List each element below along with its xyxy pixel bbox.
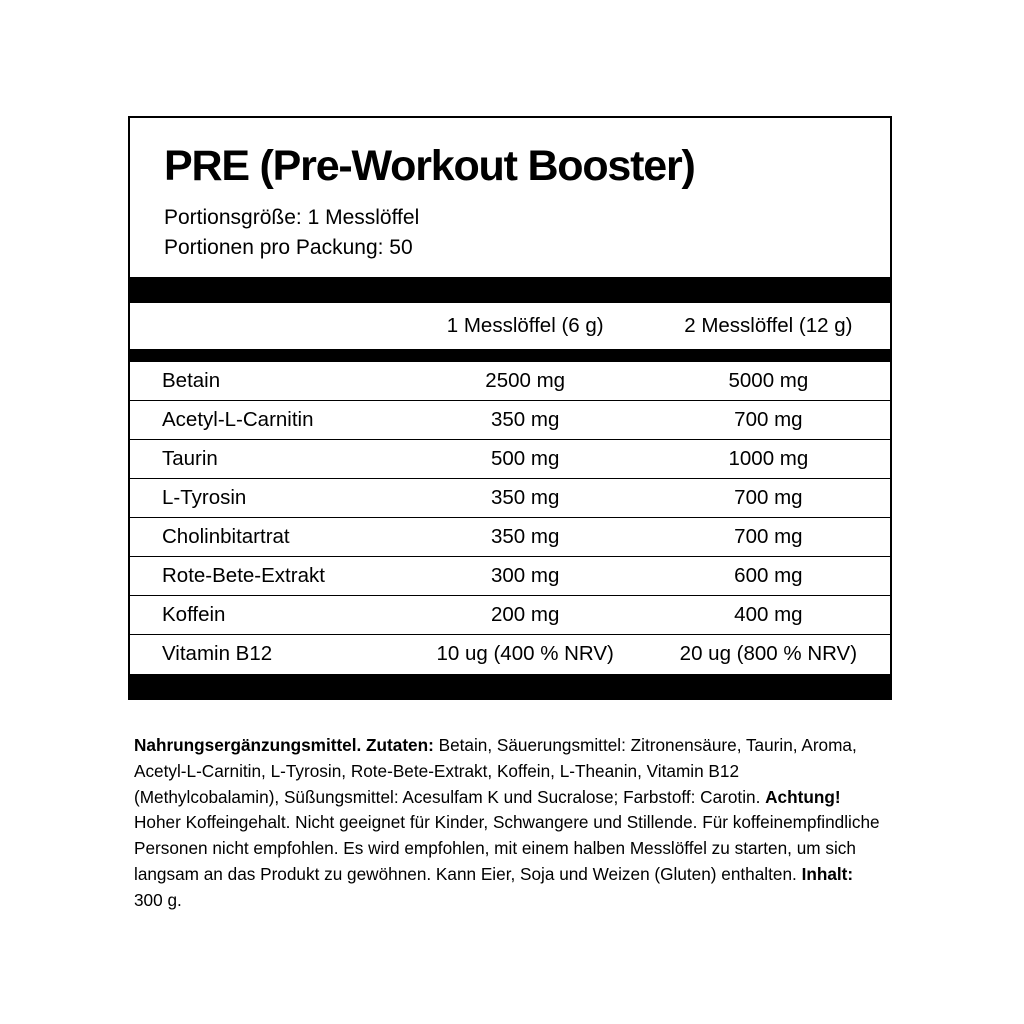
- table-row: [130, 401, 890, 440]
- table-row: [130, 635, 890, 674]
- nutrient-value-2: 400 mg: [734, 602, 803, 626]
- nutrient-name: Acetyl-L-Carnitin: [162, 407, 314, 431]
- divider-thick-bottom: [128, 674, 892, 700]
- content-label: Inhalt:: [801, 863, 854, 884]
- table-row: [130, 557, 890, 596]
- nutrient-name: Rote-Bete-Extrakt: [162, 563, 325, 587]
- nutrient-name: Cholinbitartrat: [162, 524, 290, 548]
- nutrient-name: Taurin: [162, 446, 218, 470]
- table-column-header: [128, 303, 892, 349]
- table-row: [130, 518, 890, 557]
- nutrient-table: [128, 362, 892, 674]
- nutrient-value-2: 5000 mg: [728, 368, 809, 392]
- nutrient-value-1: 300 mg: [490, 563, 560, 587]
- nutrient-name: Vitamin B12: [162, 642, 273, 666]
- warning-text: Hoher Koffeingehalt. Nicht geeignet für Kinder, Schwangere und Stillende. Für koffeinempfindliche Personen nicht empfohlen. Es wird empfohlen, mit einem halben Messlöffel zu starten, um sich langsam an das Produkt zu gewöhnen. Kann Eier, Soja und Weizen (Gluten) enthalten.: [134, 812, 880, 884]
- nutrient-value-2: 700 mg: [734, 524, 803, 548]
- table-row: [130, 479, 890, 518]
- ingredients-paragraph: [128, 717, 892, 914]
- nutrient-name: Betain: [162, 368, 221, 392]
- ingredients-lead-label: Nahrungsergänzungsmittel. Zutaten:: [134, 734, 434, 755]
- nutrition-label-panel: [128, 116, 892, 931]
- page-title: PRE (Pre-Workout Booster): [164, 142, 695, 190]
- label-header: [128, 116, 892, 277]
- nutrient-value-1: 200 mg: [490, 602, 560, 626]
- servings-per-container-text: Portionen pro Packung: 50: [164, 235, 413, 259]
- nutrient-value-1: 350 mg: [490, 485, 560, 509]
- divider-medium: [128, 349, 892, 362]
- warning-label: Achtung!: [765, 786, 841, 807]
- divider-thick-top: [128, 277, 892, 303]
- nutrient-value-1: 350 mg: [490, 524, 560, 548]
- nutrient-value-1: 10 ug (400 % NRV): [436, 642, 614, 666]
- ingredients-list-text: Betain, Säuerungsmittel: Zitronensäure, Taurin, Aroma, Acetyl-L-Carnitin, L-Tyrosin, Rote-Bete-Extrakt, Koffein, L-Theanin, Vitamin B12 (Methylcobalamin), Süßungsmittel: Acesulfam K und Sucralose; Farbstoff: Carotin.: [134, 734, 857, 807]
- nutrient-value-2: 700 mg: [734, 485, 803, 509]
- nutrient-value-2: 600 mg: [734, 563, 803, 587]
- table-row: [130, 440, 890, 479]
- column-header-serving-2: 2 Messlöffel (12 g): [684, 313, 853, 337]
- nutrient-value-2: 1000 mg: [728, 446, 809, 470]
- table-row: [130, 596, 890, 635]
- nutrient-name: Koffein: [162, 602, 226, 626]
- nutrient-value-2: 20 ug (800 % NRV): [679, 642, 858, 666]
- nutrient-value-1: 350 mg: [490, 407, 560, 431]
- serving-size-text: Portionsgröße: 1 Messlöffel: [164, 206, 420, 230]
- column-header-serving-1: 1 Messlöffel (6 g): [446, 313, 604, 337]
- content-text: 300 g.: [134, 889, 182, 910]
- nutrient-value-2: 700 mg: [734, 407, 803, 431]
- table-row: [130, 362, 890, 401]
- nutrient-value-1: 2500 mg: [485, 368, 566, 392]
- nutrient-value-1: 500 mg: [490, 446, 560, 470]
- nutrient-name: L-Tyrosin: [162, 485, 247, 509]
